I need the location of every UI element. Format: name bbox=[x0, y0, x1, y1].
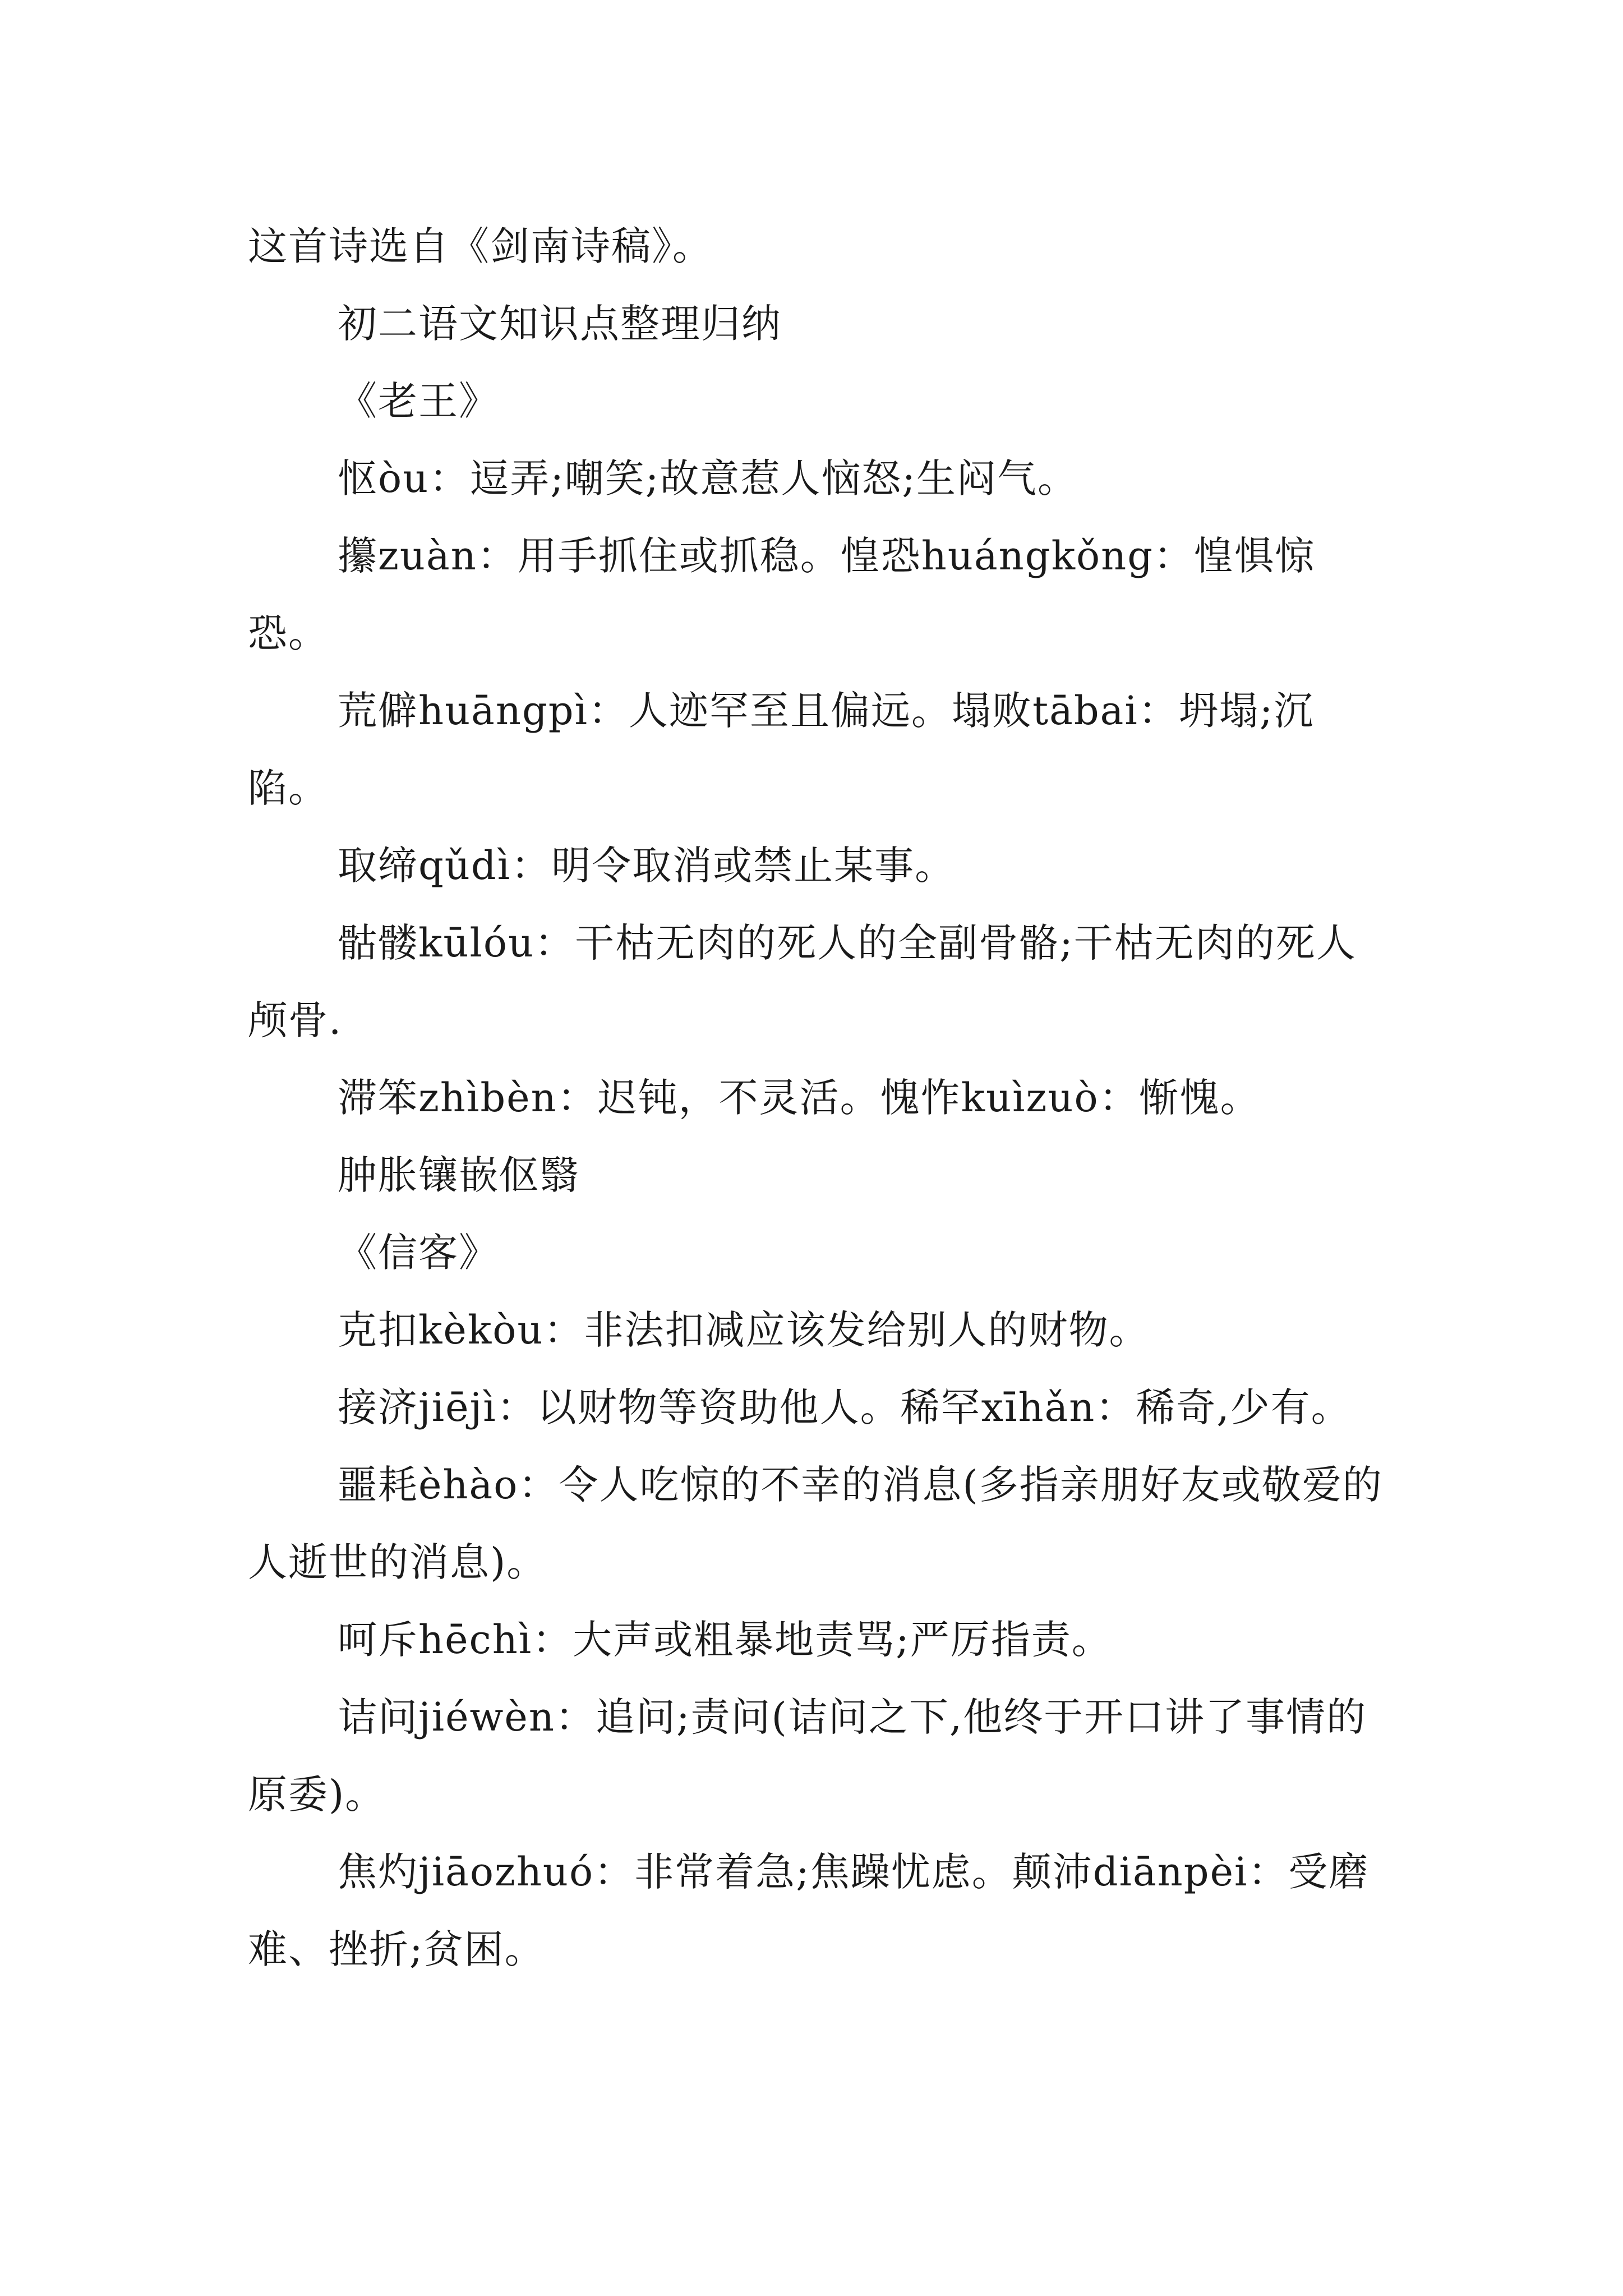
vocab-entry: 怄òu：逗弄;嘲笑;故意惹人恼怒;生闷气。 bbox=[338, 455, 1078, 501]
lesson-title: 《信客》 bbox=[338, 1230, 499, 1276]
vocab-entry: 诘问jiéwèn：追问;责问(诘问之下,他终于开口讲了事情的原委)。 bbox=[248, 1694, 1367, 1818]
paragraph: 这首诗选自《剑南诗稿》。 bbox=[248, 223, 713, 269]
vocab-entry: 呵斥hēchì：大声或粗暴地责骂;严厉指责。 bbox=[338, 1617, 1112, 1663]
vocab-entry: 骷髅kūlóu：干枯无肉的死人的全副骨骼;干枯无肉的死人颅骨. bbox=[248, 920, 1357, 1043]
vocab-entry: 克扣kèkòu：非法扣减应该发给别人的财物。 bbox=[338, 1307, 1150, 1353]
document-body bbox=[248, 208, 1392, 1988]
vocab-entry: 焦灼jiāozhuó：非常着急;焦躁忧虑。颠沛diānpèi：受磨难、挫折;贫困。 bbox=[248, 1849, 1370, 1972]
vocab-entry: 肿胀镶嵌伛翳 bbox=[338, 1152, 580, 1198]
vocab-entry: 攥zuàn：用手抓住或抓稳。惶恐huángkǒng：惶惧惊恐。 bbox=[248, 533, 1316, 656]
section-title: 初二语文知识点整理归纳 bbox=[338, 301, 782, 347]
vocab-entry: 噩耗èhào：令人吃惊的不幸的消息(多指亲朋好友或敬爱的人逝世的消息)。 bbox=[248, 1462, 1383, 1585]
lesson-title: 《老王》 bbox=[338, 378, 499, 424]
vocab-entry: 接济jiējì：以财物等资助他人。稀罕xīhǎn：稀奇,少有。 bbox=[338, 1384, 1352, 1430]
vocab-entry: 滞笨zhìbèn：迟钝，不灵活。愧怍kuìzuò：惭愧。 bbox=[338, 1075, 1261, 1121]
vocab-entry: 荒僻huāngpì：人迹罕至且偏远。塌败tābai：坍塌;沉陷。 bbox=[248, 688, 1315, 811]
vocab-entry: 取缔qǔdì：明令取消或禁止某事。 bbox=[338, 843, 956, 889]
